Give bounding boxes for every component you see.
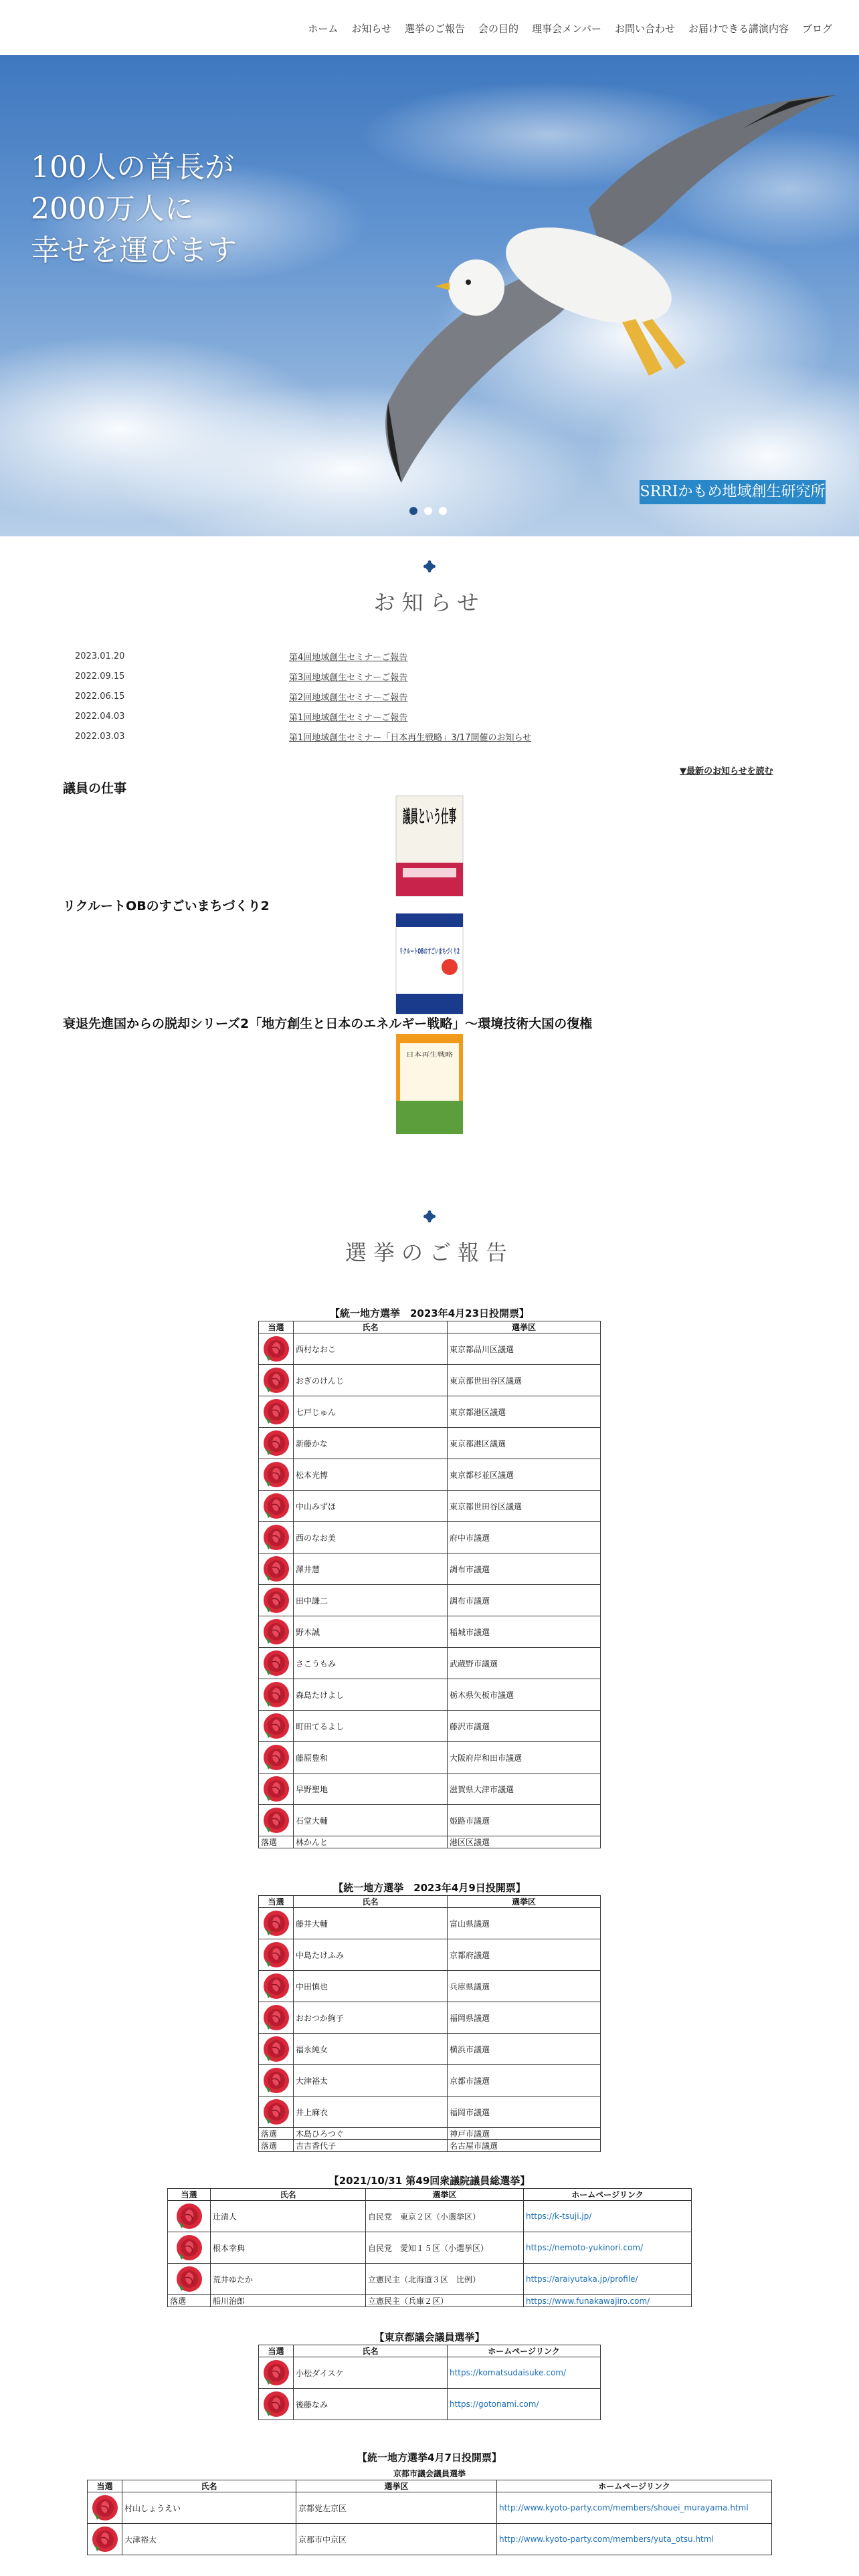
winner-rose-icon-cell [259, 2357, 294, 2389]
rose-icon [262, 2389, 291, 2419]
hero-slider [0, 55, 859, 536]
cell-name: 田中謙二 [294, 1585, 448, 1616]
cell-name: 町田てるよし [294, 1711, 448, 1742]
col-name: 氏名 [211, 2189, 366, 2201]
cell-district: 立憲民主（北海道３区 比例） [366, 2264, 524, 2295]
winner-rose-icon-cell [259, 1396, 294, 1428]
winner-rose-icon-cell [259, 1648, 294, 1679]
rose-icon [262, 1909, 291, 1938]
news-date: 2022.09.15 [75, 671, 125, 681]
book-title: リクルートOBのすごいまちづくり2 [63, 899, 270, 914]
news-date: 2022.04.03 [75, 711, 125, 722]
table-row [259, 2097, 601, 2128]
cell-name: 中田慎也 [294, 1971, 448, 2002]
cell-name: 藤井大輔 [294, 1908, 448, 1939]
news-link[interactable]: 第3回地域創生セミナーご報告 [289, 672, 408, 683]
slider-dots [409, 507, 447, 515]
cell-name: おぎのけんじ [294, 1365, 448, 1396]
cell-name: 村山しょうえい [122, 2492, 296, 2524]
cell-name: 新藤かな [294, 1428, 448, 1459]
table-row [259, 1333, 601, 1365]
election-table-kyoto [87, 2480, 772, 2555]
col-district: 選挙区 [448, 1896, 601, 1908]
cell-district: 立憲民主（兵庫２区） [366, 2295, 524, 2307]
election-table-caption: 【統一地方選挙 2023年4月9日投開票】 [333, 1882, 526, 1894]
book-cover-text: 日本再生戦略 [406, 1052, 443, 1059]
rose-icon [262, 1617, 291, 1646]
cell-name: 大津裕太 [122, 2524, 296, 2555]
cell-lost-label: 落選 [259, 2140, 294, 2152]
rose-icon [262, 1334, 291, 1364]
cell-district: 京都市議選 [448, 2065, 601, 2097]
cell-hp[interactable]: https://www.funakawajiro.com/ [524, 2295, 692, 2307]
col-hp: ホームページリンク [497, 2480, 772, 2492]
table-row [259, 1805, 601, 1836]
col-district: 選挙区 [448, 1321, 601, 1333]
table-row [259, 2002, 601, 2034]
hero-title [31, 147, 237, 272]
rose-icon [262, 2097, 291, 2127]
cell-district: 福岡市議選 [448, 2097, 601, 2128]
cell-district: 調布市議選 [448, 1553, 601, 1585]
winner-rose-icon-cell [168, 2201, 211, 2232]
cell-district: 東京都杉並区議選 [448, 1459, 601, 1491]
nav-members[interactable]: 理事会メンバー [532, 23, 601, 35]
cell-district: 調布市議選 [448, 1585, 601, 1616]
election-table-subcaption: 京都市議会議員選挙 [393, 2469, 466, 2478]
nav-news[interactable]: お知らせ [351, 23, 391, 35]
cell-district: 東京都品川区議選 [448, 1333, 601, 1365]
winner-rose-icon-cell [259, 1679, 294, 1711]
nav-purpose[interactable]: 会の目的 [478, 23, 518, 35]
election-table-caption: 【統一地方選挙4月7日投開票】 [357, 2452, 502, 2464]
winner-rose-icon-cell [259, 1616, 294, 1648]
winner-rose-icon-cell [259, 2034, 294, 2065]
winner-rose-icon-cell [168, 2232, 211, 2264]
news-item [75, 686, 784, 706]
cell-lost-label: 落選 [168, 2295, 211, 2307]
election-table-caption: 【統一地方選挙 2023年4月23日投開票】 [329, 1307, 530, 1319]
rose-icon [262, 2003, 291, 2032]
rose-icon [175, 2233, 204, 2262]
news-link[interactable]: 第1回地域創生セミナー「日本再生戦略」3/17開催のお知らせ [289, 732, 532, 743]
cell-name: 根本幸典 [211, 2232, 366, 2264]
book-cover-text: リクルートOBのすごいまちづくり2 [399, 947, 519, 956]
cell-name: 辻清人 [211, 2201, 366, 2232]
cell-hp[interactable]: http://www.kyoto-party.com/members/yuta_otsu.html [497, 2524, 772, 2555]
cell-name: 森島たけよし [294, 1679, 448, 1711]
cell-district: 港区区議選 [448, 1836, 601, 1848]
rose-icon [262, 1774, 291, 1804]
table-row-lost [259, 2128, 601, 2140]
rose-icon [175, 2264, 204, 2294]
cell-district: 自民党 東京２区（小選挙区） [366, 2201, 524, 2232]
nav-lectures[interactable]: お届けできる講演内容 [688, 23, 789, 35]
cell-name: 大津裕太 [294, 2065, 448, 2097]
cell-district: 兵庫県議選 [448, 1971, 601, 2002]
rose-icon [262, 1586, 291, 1615]
winner-rose-icon-cell [259, 1553, 294, 1585]
table-row [259, 1522, 601, 1553]
cell-district: 京都市中京区 [296, 2524, 497, 2555]
rose-icon [262, 1971, 291, 2001]
cell-name: 松本光博 [294, 1459, 448, 1491]
cell-district: 東京都港区議選 [448, 1396, 601, 1428]
cell-district: 神戸市議選 [448, 2128, 601, 2140]
col-win: 当選 [259, 1321, 294, 1333]
col-name: 氏名 [294, 1896, 448, 1908]
table-row [259, 1648, 601, 1679]
cell-name: 石堂大輔 [294, 1805, 448, 1836]
rose-icon [90, 2493, 120, 2523]
table-row-lost [168, 2295, 692, 2307]
winner-rose-icon-cell [259, 1491, 294, 1522]
slider-dot-2[interactable] [424, 507, 432, 515]
rose-icon [262, 1940, 291, 1969]
cell-name: 吉吉香代子 [294, 2140, 448, 2152]
table-row [259, 1971, 601, 2002]
cell-district: 京都府議選 [448, 1939, 601, 1971]
winner-rose-icon-cell [259, 1742, 294, 1774]
cell-name: 船川治郎 [211, 2295, 366, 2307]
table-row [259, 1396, 601, 1428]
table-row [88, 2492, 772, 2524]
cell-name: おおつか絢子 [294, 2002, 448, 2034]
cell-name: 木島ひろつぐ [294, 2128, 448, 2140]
cell-name: 荒井ゆたか [211, 2264, 366, 2295]
table-row [259, 2389, 601, 2420]
winner-rose-icon-cell [259, 2097, 294, 2128]
col-hp: ホームページリンク [524, 2189, 692, 2201]
cell-name: 西のなお美 [294, 1522, 448, 1553]
table-row [259, 1428, 601, 1459]
news-item [75, 706, 784, 726]
news-item [75, 726, 784, 746]
news-link[interactable]: 第4回地域創生セミナーご報告 [289, 652, 408, 663]
cell-district: 稲城市議選 [448, 1616, 601, 1648]
cell-lost-label: 落選 [259, 2128, 294, 2140]
table-row [259, 1616, 601, 1648]
winner-rose-icon-cell [259, 1428, 294, 1459]
cell-district: 富山県議選 [448, 1908, 601, 1939]
table-row [259, 2065, 601, 2097]
cell-name: 中山みずほ [294, 1491, 448, 1522]
slider-dot-1[interactable] [409, 507, 417, 515]
book-cover-3[interactable] [396, 1034, 463, 1134]
election-section-title: 選挙のご報告 [345, 1240, 514, 1265]
book-cover-2[interactable] [396, 914, 519, 1014]
col-hp: ホームページリンク [448, 2345, 601, 2357]
cell-name: 藤原豊和 [294, 1742, 448, 1774]
cell-name: 小松ダイスケ [294, 2357, 448, 2389]
table-row-lost [259, 2140, 601, 2152]
winner-rose-icon-cell [259, 2389, 294, 2420]
cell-name: 福永純女 [294, 2034, 448, 2065]
cell-district: 名古屋市議選 [448, 2140, 601, 2152]
winner-rose-icon-cell [88, 2524, 122, 2555]
table-row [259, 1939, 601, 1971]
col-name: 氏名 [294, 2345, 448, 2357]
rose-icon [262, 1711, 291, 1741]
news-item [75, 646, 784, 666]
hero-title-line: 100人の首長が [31, 150, 234, 185]
table-row [259, 2034, 601, 2065]
election-table-caption: 【東京都議会議員選挙】 [374, 2331, 485, 2343]
table-row [259, 1491, 601, 1522]
cell-name: 中島たけふみ [294, 1939, 448, 1971]
news-link[interactable]: 第2回地域創生セミナーご報告 [289, 692, 408, 703]
cell-name: 後藤なみ [294, 2389, 448, 2420]
nav-contact[interactable]: お問い合わせ [614, 23, 675, 35]
winner-rose-icon-cell [88, 2492, 122, 2524]
rose-icon [175, 2202, 204, 2231]
book-title: 議員の仕事 [63, 781, 127, 796]
cell-lost-label: 落選 [259, 1836, 294, 1848]
col-name: 氏名 [122, 2480, 296, 2492]
nav-blog[interactable]: ブログ [801, 23, 832, 35]
table-row [259, 1711, 601, 1742]
winner-rose-icon-cell [168, 2264, 211, 2295]
winner-rose-icon-cell [259, 1774, 294, 1805]
winner-rose-icon-cell [259, 1971, 294, 2002]
table-row [259, 1908, 601, 1939]
cell-district: 姫路市議選 [448, 1805, 601, 1836]
rose-icon [262, 1491, 291, 1521]
cell-name: 七戸じゅん [294, 1396, 448, 1428]
rose-icon [262, 1554, 291, 1584]
rose-icon [262, 1397, 291, 1426]
election-table-caption: 【2021/10/31 第49回衆議院議員総選挙】 [328, 2175, 531, 2187]
rose-icon [262, 1806, 291, 1835]
winner-rose-icon-cell [259, 1459, 294, 1491]
rose-icon [262, 1743, 291, 1772]
winner-rose-icon-cell [259, 1939, 294, 1971]
col-win: 当選 [168, 2189, 211, 2201]
winner-rose-icon-cell [259, 1711, 294, 1742]
rose-icon [262, 1680, 291, 1709]
flower-icon [423, 1210, 436, 1222]
news-date: 2022.03.03 [75, 731, 125, 742]
table-row [88, 2524, 772, 2555]
cell-district: 藤沢市議選 [448, 1711, 601, 1742]
cell-name: 西村なおこ [294, 1333, 448, 1365]
table-row [168, 2232, 692, 2264]
col-name: 氏名 [294, 1321, 448, 1333]
cell-name: 澤井慧 [294, 1553, 448, 1585]
cell-hp[interactable]: https://araiyutaka.jp/profile/ [524, 2264, 692, 2295]
flower-icon [423, 560, 436, 572]
rose-icon [262, 1460, 291, 1489]
rose-icon [262, 1523, 291, 1552]
rose-icon [262, 2066, 291, 2095]
hero-title-line: 2000万人に [31, 192, 194, 226]
cell-district: 滋賀県大津市議選 [448, 1774, 601, 1805]
election-table-2023-04-23 [258, 1321, 601, 1848]
winner-rose-icon-cell [259, 1805, 294, 1836]
election-table-2023-04-09 [258, 1895, 601, 2152]
cell-district: 栃木県矢板市議選 [448, 1679, 601, 1711]
winner-rose-icon-cell [259, 1585, 294, 1616]
news-item [75, 666, 784, 686]
table-row [259, 1774, 601, 1805]
cell-district: 横浜市議選 [448, 2034, 601, 2065]
rose-icon [262, 1648, 291, 1678]
col-win: 当選 [259, 1896, 294, 1908]
news-list [75, 646, 784, 746]
rose-icon [262, 1428, 291, 1458]
cell-hp[interactable]: https://nemoto-yukinori.com/ [524, 2232, 692, 2264]
hero-badge: SRRIかもめ地域創生研究所 [640, 480, 826, 504]
winner-rose-icon-cell [259, 1522, 294, 1553]
winner-rose-icon-cell [259, 1365, 294, 1396]
table-row [259, 1553, 601, 1585]
col-win: 当選 [259, 2345, 294, 2357]
cell-name: 野木誠 [294, 1616, 448, 1648]
book-cover-1[interactable] [396, 796, 463, 896]
news-link[interactable]: 第1回地域創生セミナーご報告 [289, 712, 408, 723]
cell-district: 東京都世田谷区議選 [448, 1365, 601, 1396]
cell-district: 武蔵野市議選 [448, 1648, 601, 1679]
hero-title-line: 幸せを運びます [31, 233, 237, 267]
news-section-title: お知らせ [373, 590, 486, 615]
cell-district: 東京都港区議選 [448, 1428, 601, 1459]
book-title: 衰退先進国からの脱却シリーズ2「地方創生と日本のエネルギー戦略」～環境技術大国の復権 [63, 1016, 593, 1031]
rose-icon [262, 1366, 291, 1395]
table-row-lost [259, 1836, 601, 1848]
table-row [259, 1365, 601, 1396]
cell-hp[interactable]: https://komatsudaisuke.com/ [448, 2357, 601, 2389]
table-row [259, 1585, 601, 1616]
nav-list [301, 21, 839, 35]
cell-district: 大阪府岸和田市議選 [448, 1742, 601, 1774]
col-district: 選挙区 [366, 2189, 524, 2201]
cell-hp[interactable]: http://www.kyoto-party.com/members/shouei_murayama.html [497, 2492, 772, 2524]
cell-district: 京都党左京区 [296, 2492, 497, 2524]
cell-hp[interactable]: https://gotonami.com/ [448, 2389, 601, 2420]
winner-rose-icon-cell [259, 2002, 294, 2034]
news-date: 2023.01.20 [75, 651, 125, 661]
nav-election[interactable]: 選挙のご報告 [404, 23, 465, 35]
more-news-link[interactable]: ▼最新のお知らせを読む [680, 766, 773, 776]
table-row [259, 1459, 601, 1491]
winner-rose-icon-cell [259, 2065, 294, 2097]
cell-district: 東京都世田谷区議選 [448, 1491, 601, 1522]
table-row [259, 1742, 601, 1774]
table-row [168, 2264, 692, 2295]
hero-seagull-image [0, 55, 859, 536]
book-cover-text: 議員という仕事 [403, 807, 456, 827]
nav-home[interactable]: ホーム [308, 23, 339, 35]
cell-district: 福岡県議選 [448, 2002, 601, 2034]
table-row [259, 2357, 601, 2389]
table-row [168, 2201, 692, 2232]
cell-name: 林かんと [294, 1836, 448, 1848]
election-table-2021-general [167, 2188, 692, 2307]
slider-dot-3[interactable] [439, 507, 447, 515]
cell-name: 井上麻衣 [294, 2097, 448, 2128]
cell-name: 早野聖地 [294, 1774, 448, 1805]
cell-name: さこうもみ [294, 1648, 448, 1679]
rose-icon [262, 2358, 291, 2387]
cell-hp[interactable]: https://k-tsuji.jp/ [524, 2201, 692, 2232]
cell-district: 自民党 愛知１５区（小選挙区） [366, 2232, 524, 2264]
rose-icon [262, 2034, 291, 2064]
table-row [259, 1679, 601, 1711]
news-date: 2022.06.15 [75, 691, 125, 702]
election-table-tokyo [258, 2345, 601, 2420]
cell-district: 府中市議選 [448, 1522, 601, 1553]
rose-icon [90, 2525, 120, 2554]
winner-rose-icon-cell [259, 1908, 294, 1939]
col-win: 当選 [88, 2480, 122, 2492]
top-nav [0, 0, 859, 55]
winner-rose-icon-cell [259, 1333, 294, 1365]
col-district: 選挙区 [296, 2480, 497, 2492]
